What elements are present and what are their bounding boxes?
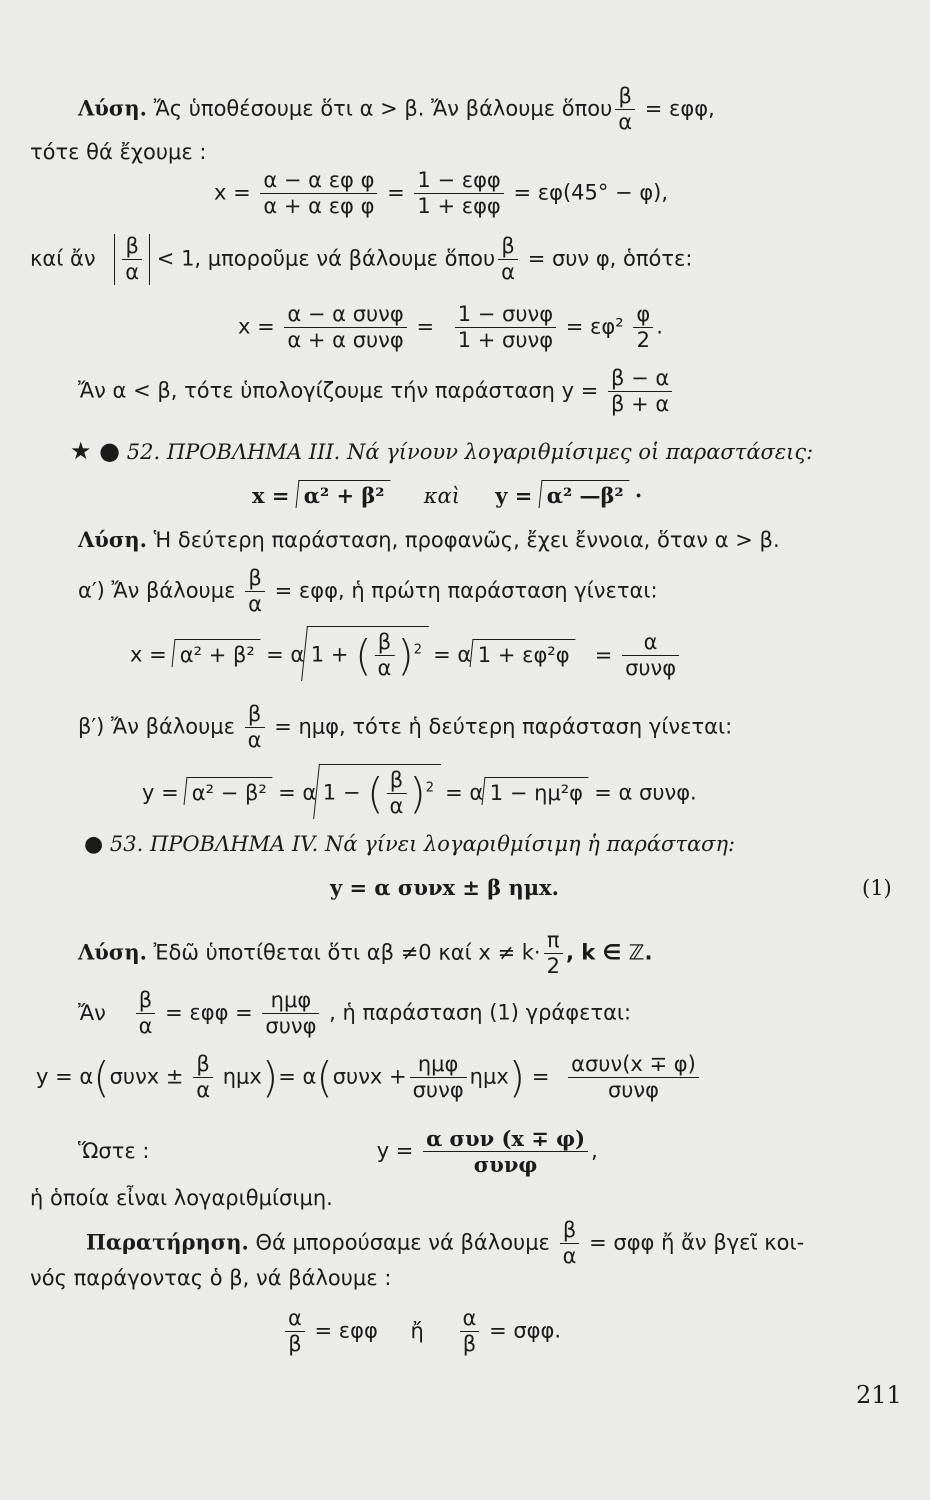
case-b-line: β′) Ἄν βάλουμε $\frac{\beta}{\alpha}$ = ημφ, τότε ἡ δεύτερη παράσταση γίνεται: <box>78 702 733 753</box>
equation-2: x = $\frac{\text{α − α συνφ}}{\text{α + α συνφ}}$ = $\frac{\text{1 − συνφ}}{\text{1 + συνφ}}$ = εφ² $\frac{\varphi}{2}$ . <box>238 302 663 353</box>
condition-line: καί ἄν $\frac{\beta}{\alpha}$ < 1, μποροῦμε νά βάλουμε ὅπου $\frac{\beta}{\alpha}$ = συν φ, ὁπότε: <box>30 234 693 285</box>
equation-tag-1: (1) <box>862 876 892 900</box>
remark-line-2: νός παράγοντας ὁ β, νά βάλουμε : <box>30 1266 392 1290</box>
beta-over-alpha-fraction: $\frac{\beta}{\alpha}$ <box>615 84 635 135</box>
star-bullet-icon: ★ ● <box>70 437 121 465</box>
tan-phi-text: = εφφ, <box>644 96 715 121</box>
page-number: 211 <box>856 1381 902 1409</box>
eq1-fraction-1: $\frac{\text{α − α εφ φ}}{\text{α + α εφ φ}}$ <box>260 168 377 219</box>
solution-label: Λύση. <box>78 95 147 121</box>
problem-53-expression: y = α συνx ± β ημx. <box>330 875 559 900</box>
equation-6: $\frac{\alpha}{\beta}$ = εφφ ἤ $\frac{\alpha}{\beta}$ = σφφ. <box>282 1306 561 1357</box>
assumption-text: Ἄς ὑποθέσουμε ὅτι α > β. Ἄν βάλουμε ὅπου <box>153 96 613 121</box>
eq1-fraction-2: $\frac{\text{1 − εφφ}}{\text{1 + εφφ}}$ <box>414 168 503 219</box>
therefore-line: Ὥστε : y = $\frac{\text{α συν (x ∓ φ)}}{\text{συνφ}}$ , <box>78 1126 598 1178</box>
remark-label: Παρατήρηση. <box>86 1229 249 1255</box>
solution-52-line-1: Λύση. Ἡ δεύτερη παράσταση, προφανῶς, ἔχει ἔννοια, ὅταν α > β. <box>78 527 780 552</box>
problem-53-title: 53. ΠΡΟΒΛΗΜΑ IV. Νά γίνει λογαριθμίσιμη ἡ παράσταση: <box>109 832 736 856</box>
absolute-value: $\frac{\beta}{\alpha}$ <box>114 234 150 285</box>
problem-52-title: 52. ΠΡΟΒΛΗΜΑ III. Νά γίνουν λογαριθμίσιμες οἱ παραστάσεις: <box>126 440 814 464</box>
equation-3: x = α² + β² = α 1 + ( $\frac{\beta}{\alpha}$ )$^2$ = α 1 + εφ²φ = $\frac{\alpha}{\text{συνφ}}$ <box>130 626 682 681</box>
then-we-have-text: τότε θά ἔχουμε : <box>30 140 207 164</box>
solution-53-line-1: Λύση. Ἐδῶ ὑποτίθεται ὅτι αβ ≠0 καί x ≠ k· $\frac{\pi}{2}$ , k ∈ ℤ. <box>78 928 653 979</box>
equation-1: x = $\frac{\text{α − α εφ φ}}{\text{α + α εφ φ}}$ = $\frac{\text{1 − εφφ}}{\text{1 + εφφ}}$ = εφ(45° − φ), <box>214 168 669 219</box>
logarithmable-text: ἡ ὁποία εἶναι λογαριθμίσιμη. <box>30 1186 333 1210</box>
equation-4: y = α² − β² = α 1 − ( $\frac{\beta}{\alpha}$ )$^2$ = α 1 − ημ²φ = α συνφ. <box>142 764 697 819</box>
solution-line-1 <box>78 84 715 135</box>
problem-52-expressions: x = α² + β² καὶ y = α² —β² · <box>252 480 642 508</box>
equation-5: y = α(συνx ± $\frac{\beta}{\alpha}$ ημx)= α(συνx + $\frac{\text{ημφ}}{\text{συνφ}}$ ημx) = $\frac{\text{ασυν(x ∓ φ)}}{\text{συνφ}}$ <box>36 1052 702 1103</box>
substitution-line: Ἄν $\frac{\beta}{\alpha}$ = εφφ = $\frac{\text{ημφ}}{\text{συνφ}}$ , ἡ παράσταση (1) γράφεται: <box>78 988 632 1039</box>
case-a-line: α′) Ἄν βάλουμε $\frac{\beta}{\alpha}$ = εφφ, ἡ πρώτη παράσταση γίνεται: <box>78 566 658 617</box>
remark-line-1: Παρατήρηση. Θά μπορούσαμε νά βάλουμε $\frac{\beta}{\alpha}$ = σφφ ἤ ἄν βγεῖ κοι- <box>86 1218 805 1269</box>
case-alpha-less-beta: Ἄν α < β, τότε ὑπολογίζουμε τήν παράσταση y = $\frac{\beta - \alpha}{\beta + \alpha}$ <box>78 366 675 417</box>
bullet-icon: ● <box>84 832 104 857</box>
problem-52-heading <box>70 438 813 466</box>
problem-53-heading <box>84 832 735 857</box>
